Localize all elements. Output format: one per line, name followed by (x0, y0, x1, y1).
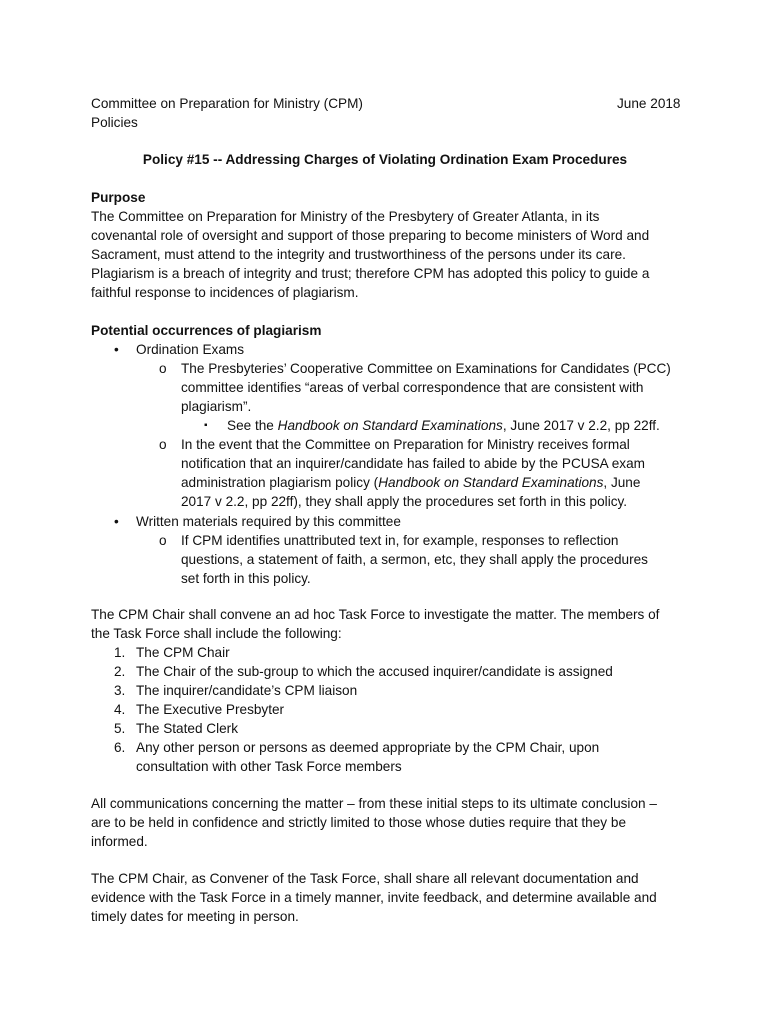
purpose-heading: Purpose (91, 190, 146, 205)
communications-line: All communications concerning the matter – from these initial steps to its ultimate conclusion – (91, 796, 657, 811)
list-number: 2. (114, 664, 126, 679)
member-item: The Stated Clerk (136, 721, 238, 736)
sub-list-line: administration plagiarism policy (Handbook on Standard Examinations, June (181, 475, 641, 490)
bullet-marker: • (114, 342, 119, 357)
sub-list-line: set forth in this policy. (181, 571, 311, 586)
sub-bullet-marker: o (159, 361, 167, 376)
list-item: Ordination Exams (136, 342, 245, 357)
header-date: June 2018 (617, 96, 681, 111)
header-subtitle: Policies (91, 115, 138, 130)
member-item: The Chair of the sub-group to which the accused inquirer/candidate is assigned (136, 664, 613, 679)
sub-list-line: committee identifies “areas of verbal correspondence that are consistent with (181, 380, 644, 395)
member-item-continued: consultation with other Task Force members (136, 759, 402, 774)
member-item: The inquirer/candidate’s CPM liaison (136, 683, 358, 698)
sub-list-line: If CPM identifies unattributed text in, for example, responses to reflection (181, 533, 619, 548)
purpose-line: covenantal role of oversight and support of those preparing to become ministers of Word and (91, 228, 650, 243)
sub-list-line: The Presbyteries’ Cooperative Committee on Examinations for Candidates (PCC) (181, 361, 671, 376)
sub-list-line: 2017 v 2.2, pp 22ff), they shall apply the procedures set forth in this policy. (181, 494, 628, 509)
purpose-line: Plagiarism is a breach of integrity and trust; therefore CPM has adopted this policy to guide a (91, 266, 650, 281)
list-number: 1. (114, 645, 126, 660)
sub-list-line: plagiarism”. (181, 399, 252, 414)
bullet-marker: • (114, 514, 119, 529)
list-number: 6. (114, 740, 126, 755)
purpose-line: faithful response to incidences of plagiarism. (91, 285, 359, 300)
header-org: Committee on Preparation for Ministry (CPM) (91, 96, 363, 111)
sub-list-line: notification that an inquirer/candidate has failed to abide by the PCUSA exam (181, 456, 645, 471)
square-bullet-marker: ▪ (204, 420, 208, 431)
purpose-line: Sacrament, must attend to the integrity and trustworthiness of the persons under its care. (91, 247, 626, 262)
member-item: Any other person or persons as deemed appropriate by the CPM Chair, upon (136, 740, 600, 755)
list-number: 4. (114, 702, 126, 717)
sub-list-line: In the event that the Committee on Preparation for Ministry receives formal (181, 437, 630, 452)
purpose-line: The Committee on Preparation for Ministry of the Presbytery of Greater Atlanta, in its (91, 209, 600, 224)
list-number: 3. (114, 683, 126, 698)
communications-line: informed. (91, 834, 148, 849)
list-number: 5. (114, 721, 126, 736)
occurrences-heading: Potential occurrences of plagiarism (91, 323, 322, 338)
task-force-intro: The CPM Chair shall convene an ad hoc Task Force to investigate the matter. The members of (91, 607, 660, 622)
communications-line: are to be held in confidence and strictly limited to those whose duties require that they be (91, 815, 627, 830)
convener-line: evidence with the Task Force in a timely manner, invite feedback, and determine available and (91, 890, 657, 905)
member-item: The Executive Presbyter (136, 702, 285, 717)
sub-sub-list-line: See the Handbook on Standard Examinations, June 2017 v 2.2, pp 22ff. (227, 418, 660, 433)
list-item: Written materials required by this committee (136, 514, 401, 529)
convener-line: The CPM Chair, as Convener of the Task Force, shall share all relevant documentation and (91, 871, 639, 886)
convener-line: timely dates for meeting in person. (91, 909, 299, 924)
policy-title: Policy #15 -- Addressing Charges of Violating Ordination Exam Procedures (142, 152, 628, 167)
sub-list-line: questions, a statement of faith, a sermon, etc, they shall apply the procedures (181, 552, 648, 567)
member-item: The CPM Chair (136, 645, 230, 660)
sub-bullet-marker: o (159, 437, 167, 452)
sub-bullet-marker: o (159, 533, 167, 548)
task-force-intro: the Task Force shall include the following: (91, 626, 342, 641)
